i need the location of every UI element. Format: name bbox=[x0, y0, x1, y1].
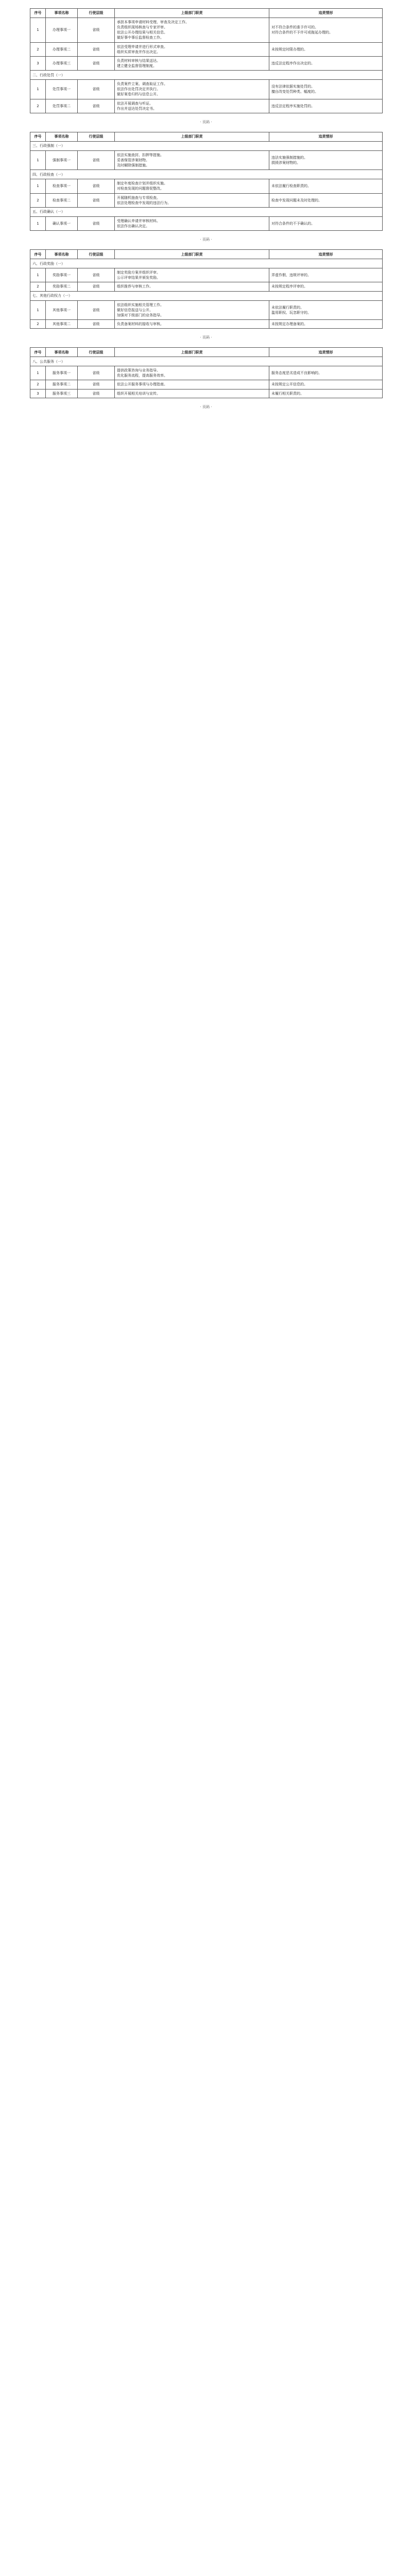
row-number: 2 bbox=[30, 99, 46, 113]
table-header-row bbox=[30, 348, 383, 357]
duty-line: 作出并送达处罚决定书。 bbox=[117, 106, 157, 111]
page-gap bbox=[30, 340, 382, 347]
section-row bbox=[30, 71, 383, 80]
table-row bbox=[30, 18, 383, 43]
table-row bbox=[30, 389, 383, 398]
table-row bbox=[30, 80, 383, 99]
duty-cell bbox=[115, 268, 269, 282]
duty-cell bbox=[115, 56, 269, 70]
table-row bbox=[30, 380, 383, 389]
page-footer: · 页码 · bbox=[200, 120, 212, 124]
duty-line: 制定奖励方案并组织评审。 bbox=[117, 270, 160, 275]
note-cell bbox=[269, 179, 383, 193]
page-footer: · 页码 · bbox=[200, 238, 212, 242]
item-name: 检查事项二 bbox=[46, 193, 78, 207]
duty-line: 依法公开办理结果与相关信息。 bbox=[117, 30, 167, 35]
duty-line: 依法处理检查中发现的违法行为。 bbox=[117, 200, 171, 205]
item-level: 省级 bbox=[78, 319, 115, 328]
section-row bbox=[30, 259, 383, 268]
duty-cell bbox=[115, 380, 269, 389]
item-level: 省级 bbox=[78, 42, 115, 56]
header-no: 序号 bbox=[30, 250, 46, 259]
section-title: 二、行政处罚（一） bbox=[30, 71, 383, 80]
table-row bbox=[30, 300, 383, 319]
duty-cell bbox=[115, 366, 269, 380]
duty-line: 做好案卷归档与信息公开。 bbox=[117, 92, 160, 97]
table-row bbox=[30, 268, 383, 282]
header-level: 行使层级 bbox=[78, 348, 115, 357]
section-title: 三、行政强制（一） bbox=[30, 141, 383, 150]
duty-line: 妥善保管涉案财物。 bbox=[117, 158, 149, 162]
duty-line: 做好信息报送与公开。 bbox=[117, 308, 153, 312]
table-row bbox=[30, 366, 383, 380]
note-cell bbox=[269, 216, 383, 230]
duty-cell bbox=[115, 18, 269, 43]
table-header-row bbox=[30, 132, 383, 141]
header-item: 事项名称 bbox=[46, 9, 78, 18]
note-cell bbox=[269, 366, 383, 380]
header-item: 事项名称 bbox=[46, 132, 78, 141]
page-gap bbox=[30, 242, 382, 249]
header-level: 行使层级 bbox=[78, 132, 115, 141]
row-number: 2 bbox=[30, 193, 46, 207]
row-number: 1 bbox=[30, 18, 46, 43]
item-name: 处罚事项一 bbox=[46, 80, 78, 99]
duty-line: 优化服务流程，提高服务效率。 bbox=[117, 374, 167, 378]
header-duty: 上级部门职责 bbox=[115, 348, 269, 357]
header-item: 事项名称 bbox=[46, 348, 78, 357]
table-row bbox=[30, 193, 383, 207]
duty-line: 负责组织现场核查与专家评审。 bbox=[117, 25, 167, 30]
duty-line: 依法实施查封、扣押等措施。 bbox=[117, 152, 164, 157]
section-row bbox=[30, 357, 383, 366]
row-number: 2 bbox=[30, 380, 46, 389]
duty-cell bbox=[115, 389, 269, 398]
section-title: 八、公共服务（一） bbox=[30, 357, 383, 366]
row-number: 2 bbox=[30, 282, 46, 291]
section-title: 七、其他行政权力（一） bbox=[30, 291, 383, 300]
table-header-row bbox=[30, 250, 383, 259]
row-number: 2 bbox=[30, 319, 46, 328]
note-cell bbox=[269, 268, 383, 282]
section-row bbox=[30, 207, 383, 216]
duty-line: 依法开展调查与听证。 bbox=[117, 101, 153, 106]
table-row bbox=[30, 319, 383, 328]
row-number: 3 bbox=[30, 389, 46, 398]
table-row bbox=[30, 216, 383, 230]
row-number: 1 bbox=[30, 179, 46, 193]
page-footer: · 页码 · bbox=[200, 404, 212, 409]
item-name: 处罚事项二 bbox=[46, 99, 78, 113]
section-title: 五、行政确认（一） bbox=[30, 207, 383, 216]
duty-line: 组织实质审查并作出决定。 bbox=[117, 49, 160, 54]
header-duty: 上级部门职责 bbox=[115, 250, 269, 259]
note-line: 对符合条件的不予许可或拖延办理的。 bbox=[271, 30, 333, 35]
duty-line: 对检查发现的问题督促整改。 bbox=[117, 187, 164, 191]
note-line: 未依法履行检查职责的。 bbox=[271, 184, 311, 189]
item-level: 省级 bbox=[78, 380, 115, 389]
item-name: 办理事项三 bbox=[46, 56, 78, 70]
item-name: 服务事项三 bbox=[46, 389, 78, 398]
header-item: 事项名称 bbox=[46, 250, 78, 259]
note-cell bbox=[269, 42, 383, 56]
item-level: 省级 bbox=[78, 99, 115, 113]
section-row bbox=[30, 141, 383, 150]
note-line: 没有法律依据实施处罚的。 bbox=[271, 84, 315, 89]
duty-table bbox=[30, 132, 383, 231]
document-sheet bbox=[30, 8, 382, 417]
item-name: 其他事项一 bbox=[46, 300, 78, 319]
table-row bbox=[30, 150, 383, 170]
duty-line: 依法组织实施相关管理工作。 bbox=[117, 302, 164, 307]
section-title: 四、行政检查（一） bbox=[30, 170, 383, 179]
page-footer: · 页码 · bbox=[200, 335, 212, 340]
row-number: 1 bbox=[30, 80, 46, 99]
note-cell bbox=[269, 80, 383, 99]
note-cell bbox=[269, 193, 383, 207]
header-note: 追责情形 bbox=[269, 348, 383, 357]
item-name: 强制事项一 bbox=[46, 150, 78, 170]
table-row bbox=[30, 179, 383, 193]
duty-line: 公示评审结果并颁发奖励。 bbox=[117, 276, 160, 280]
item-name: 服务事项二 bbox=[46, 380, 78, 389]
duty-table bbox=[30, 8, 383, 113]
header-note: 追责情形 bbox=[269, 132, 383, 141]
item-name: 办理事项二 bbox=[46, 42, 78, 56]
note-cell bbox=[269, 150, 383, 170]
header-no: 序号 bbox=[30, 9, 46, 18]
duty-line: 及时解除强制措施。 bbox=[117, 163, 149, 168]
header-no: 序号 bbox=[30, 348, 46, 357]
note-line: 对符合条件的不予确认的。 bbox=[271, 221, 315, 226]
note-cell bbox=[269, 300, 383, 319]
item-name: 奖励事项二 bbox=[46, 282, 78, 291]
duty-cell bbox=[115, 179, 269, 193]
note-line: 弄虚作假、违规评审的。 bbox=[271, 273, 311, 278]
item-name: 服务事项一 bbox=[46, 366, 78, 380]
page-gap bbox=[30, 125, 382, 132]
duty-line: 依法作出处罚决定并执行。 bbox=[117, 87, 160, 92]
note-line: 违反法定程序作出决定的。 bbox=[271, 61, 315, 65]
page-gap bbox=[30, 410, 382, 417]
table-row bbox=[30, 42, 383, 56]
table-header-row bbox=[30, 9, 383, 18]
item-name: 奖励事项一 bbox=[46, 268, 78, 282]
note-line: 未按规定办理备案的。 bbox=[271, 321, 307, 326]
table-row bbox=[30, 282, 383, 291]
item-level: 省级 bbox=[78, 216, 115, 230]
header-duty: 上级部门职责 bbox=[115, 9, 269, 18]
note-line: 未依法履行职责的。 bbox=[271, 305, 304, 310]
duty-cell bbox=[115, 42, 269, 56]
duty-cell bbox=[115, 99, 269, 113]
duty-cell bbox=[115, 80, 269, 99]
duty-line: 制定年度检查计划并组织实施。 bbox=[117, 181, 167, 186]
note-line: 检查中发现问题未及时处理的。 bbox=[271, 198, 322, 202]
duty-line: 依法公开服务事项与办理指南。 bbox=[117, 382, 167, 387]
header-note: 追责情形 bbox=[269, 9, 383, 18]
duty-line: 加强对下级部门的业务指导。 bbox=[117, 313, 164, 317]
duty-cell bbox=[115, 300, 269, 319]
note-cell bbox=[269, 99, 383, 113]
item-level: 省级 bbox=[78, 18, 115, 43]
note-line: 未按规定程序评审的。 bbox=[271, 284, 307, 289]
document-page bbox=[0, 0, 412, 427]
item-name: 确认事项一 bbox=[46, 216, 78, 230]
duty-line: 负责案件立案、调查取证工作。 bbox=[117, 82, 167, 87]
row-number: 1 bbox=[30, 268, 46, 282]
row-number: 1 bbox=[30, 300, 46, 319]
item-level: 省级 bbox=[78, 366, 115, 380]
duty-cell bbox=[115, 216, 269, 230]
duty-line: 提供政策咨询与业务指导。 bbox=[117, 368, 160, 373]
duty-line: 负责备案材料的接收与审核。 bbox=[117, 321, 164, 326]
table-row bbox=[30, 99, 383, 113]
duty-line: 依法受理申请并进行形式审查。 bbox=[117, 44, 167, 49]
item-name: 检查事项一 bbox=[46, 179, 78, 193]
note-line: 未履行相关职责的。 bbox=[271, 391, 304, 396]
duty-line: 受理确认申请并审核材料。 bbox=[117, 218, 160, 223]
note-line: 违法实施强制措施的。 bbox=[271, 155, 307, 160]
section-title: 六、行政奖励（一） bbox=[30, 259, 383, 268]
note-line: 滥用职权、玩忽职守的。 bbox=[271, 310, 311, 315]
item-name: 其他事项二 bbox=[46, 319, 78, 328]
duty-line: 组织开展相关培训与宣传。 bbox=[117, 391, 160, 396]
note-line: 未按规定公开信息的。 bbox=[271, 382, 307, 387]
note-line: 服务态度恶劣造成不良影响的。 bbox=[271, 371, 322, 376]
duty-table bbox=[30, 347, 383, 398]
duty-line: 负责材料审核与结果送达。 bbox=[117, 58, 160, 63]
item-level: 省级 bbox=[78, 389, 115, 398]
note-cell bbox=[269, 282, 383, 291]
duty-line: 开展随机抽查与专项检查。 bbox=[117, 195, 160, 200]
item-level: 省级 bbox=[78, 300, 115, 319]
item-level: 省级 bbox=[78, 282, 115, 291]
section-row bbox=[30, 291, 383, 300]
row-number: 1 bbox=[30, 216, 46, 230]
duty-line: 依法作出确认决定。 bbox=[117, 224, 149, 228]
duty-line: 建立健全监督管理制度。 bbox=[117, 63, 157, 68]
duty-cell bbox=[115, 150, 269, 170]
duty-line: 组织推荐与审核工作。 bbox=[117, 284, 153, 289]
note-cell bbox=[269, 56, 383, 70]
row-number: 2 bbox=[30, 42, 46, 56]
note-cell bbox=[269, 319, 383, 328]
item-level: 省级 bbox=[78, 150, 115, 170]
header-level: 行使层级 bbox=[78, 250, 115, 259]
item-level: 省级 bbox=[78, 80, 115, 99]
header-level: 行使层级 bbox=[78, 9, 115, 18]
item-name: 办理事项一 bbox=[46, 18, 78, 43]
note-line: 未按规定时限办理的。 bbox=[271, 47, 307, 52]
duty-table bbox=[30, 249, 383, 329]
header-note: 追责情形 bbox=[269, 250, 383, 259]
header-duty: 上级部门职责 bbox=[115, 132, 269, 141]
note-line: 擅自改变处罚种类、幅度的。 bbox=[271, 90, 318, 94]
note-cell bbox=[269, 18, 383, 43]
item-level: 省级 bbox=[78, 268, 115, 282]
row-number: 1 bbox=[30, 150, 46, 170]
row-number: 1 bbox=[30, 366, 46, 380]
duty-cell bbox=[115, 193, 269, 207]
section-row bbox=[30, 170, 383, 179]
table-row bbox=[30, 56, 383, 70]
duty-cell bbox=[115, 282, 269, 291]
note-cell bbox=[269, 389, 383, 398]
header-no: 序号 bbox=[30, 132, 46, 141]
note-line: 对不符合条件的准予许可的。 bbox=[271, 25, 318, 30]
duty-cell bbox=[115, 319, 269, 328]
item-level: 省级 bbox=[78, 179, 115, 193]
note-line: 损毁涉案财物的。 bbox=[271, 161, 300, 165]
item-level: 省级 bbox=[78, 56, 115, 70]
duty-line: 承担本事项申请材料受理、审查及决定工作。 bbox=[117, 20, 189, 24]
note-cell bbox=[269, 380, 383, 389]
item-level: 省级 bbox=[78, 193, 115, 207]
row-number: 3 bbox=[30, 56, 46, 70]
duty-line: 做好事中事后监督检查工作。 bbox=[117, 36, 164, 40]
note-line: 违反法定程序实施处罚的。 bbox=[271, 104, 315, 108]
